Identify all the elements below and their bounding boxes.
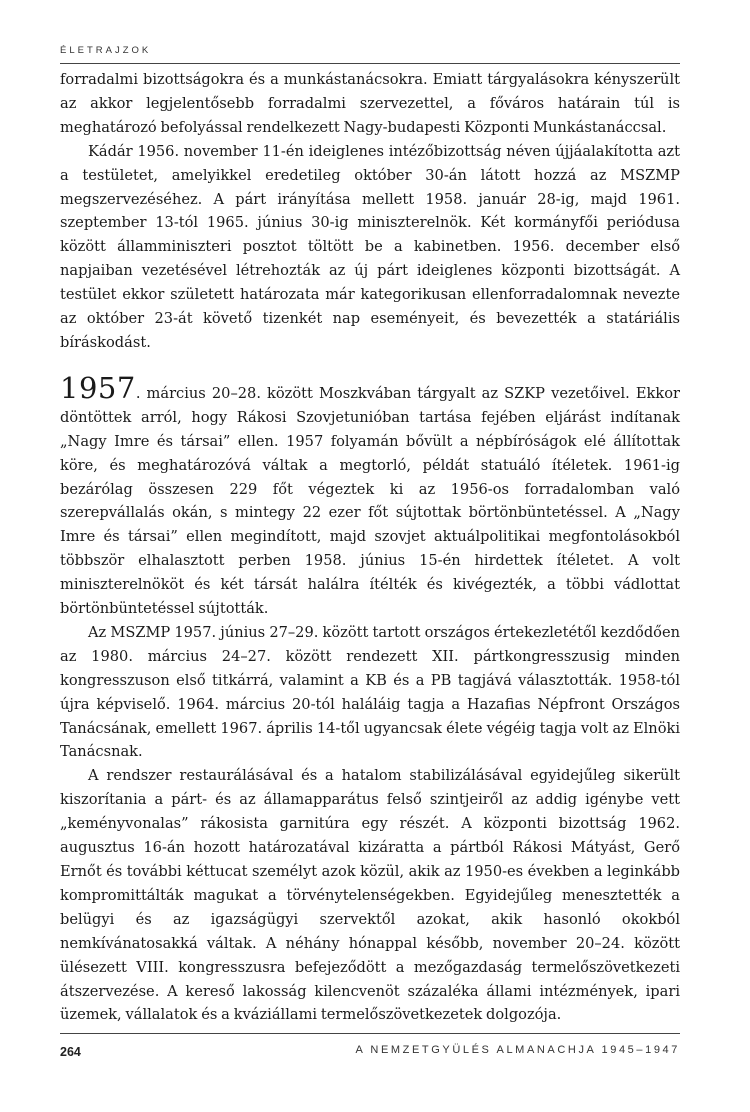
body-text bbox=[60, 68, 680, 1027]
paragraph-5: A rendszer restaurálásával és a hatalom stabilizálásával egyidejűleg sikerült kiszorítania a párt- és az államapparátus felső szintjeiről az addig igénybe vett „keményvonalas” rákosista garnitúra egy részét. A központi bizottság 1962. augusztus 16-án hozott határozatával kizáratta a pártból Rákosi Mátyást, Gerő Ernőt és további kéttucat személyt azok közül, akik az 1950-es években a leginkább kompromittálták magukat a törvénytelenségekben. Egyidejűleg menesztették a belügyi és az igazságügyi szervektől azokat, akik hasonló okokból nemkívánatosakká váltak. A néhány hónappal később, november 20–24. között ülésezett VIII. kongresszusra befejeződött a mezőgazdaság termelőszövetkezeti átszervezése. A kereső lakosság kilencvenöt százaléka állami intézmények, ipari üzemek, vállalatok és a kváziállami termelőszövetkezetek dolgozója. bbox=[60, 767, 680, 1024]
running-head: ÉLETRAJZOK bbox=[60, 45, 152, 56]
header-rule bbox=[60, 63, 680, 64]
paragraph-3 bbox=[60, 370, 680, 621]
footer-rule bbox=[60, 1033, 680, 1034]
running-foot: A NEMZETGYÜLÉS ALMANACHJA 1945–1947 bbox=[355, 1044, 680, 1056]
year-heading: 1957 bbox=[60, 370, 136, 405]
paragraph-1: forradalmi bizottságokra és a munkástanácsokra. Emiatt tárgyalásokra kényszerült az akkor legjelentősebb forradalmi szervezettel, a főváros határain túl is meghatározó befolyással rendelkezett Nagy-budapesti Központi Munkástanáccsal. bbox=[60, 71, 680, 136]
page-number: 264 bbox=[60, 1045, 81, 1059]
paragraph-2: Kádár 1956. november 11-én ideiglenes intézőbizottság néven újjáalakította azt a testületet, amelyikkel eredetileg október 30-án látott hozzá az MSZMP megszervezéséhez. A párt irányítása mellett 1958. január 28-ig, majd 1961. szeptember 13-tól 1965. június 30-ig miniszterelnök. Két kormányfői periódusa között államminiszteri posztot töltött be a kabinetben. 1956. december első napjaiban vezetésével létrehozták az új párt ideiglenes központi bizottságát. A testület ekkor született határozata már kategorikusan ellenforradalomnak nevezte az október 23-át követő tizenkét nap eseményeit, és bevezették a statáriális bíráskodást. bbox=[60, 142, 680, 351]
paragraph-3-text: . március 20–28. között Moszkvában tárgyalt az SZKP vezetőivel. Ekkor döntöttek arról, hogy Rákosi Szovjetunióban tartása fejében eljárást indítanak „Nagy Imre és társai” ellen. 1957 folyamán bővült a népbíróságok elé állítottak köre, és meghatározóvá váltak a megtorló, példát statuáló ítéletek. 1961-ig bezárólag összesen 229 főt végeztek ki az 1956-os forradalomban való szerepvállalás okán, s mintegy 22 ezer főt sújtottak börtönbüntetéssel. A „Nagy Imre és társai” ellen megindított, majd szovjet aktuálpolitikai megfontolásokból többször elhalasztott perben 1958. június 15-én hirdettek ítéletet. A volt miniszterelnököt és két társát halálra ítélték és kivégezték, a többi vádlottat börtönbüntetéssel sújtották. bbox=[60, 384, 680, 618]
paragraph-4: Az MSZMP 1957. június 27–29. között tartott országos értekezletétől kezdődően az 1980. március 24–27. között rendezett XII. pártkongresszusig minden kongresszuson első titkárrá, valamint a KB és a PB tagjává választották. 1958-tól újra képviselő. 1964. március 20-tól haláláig tagja a Hazafias Népfront Országos Tanácsának, emellett 1967. április 14-től ugyancsak élete végéig tagja volt az Elnöki Tanácsnak. bbox=[60, 623, 680, 761]
